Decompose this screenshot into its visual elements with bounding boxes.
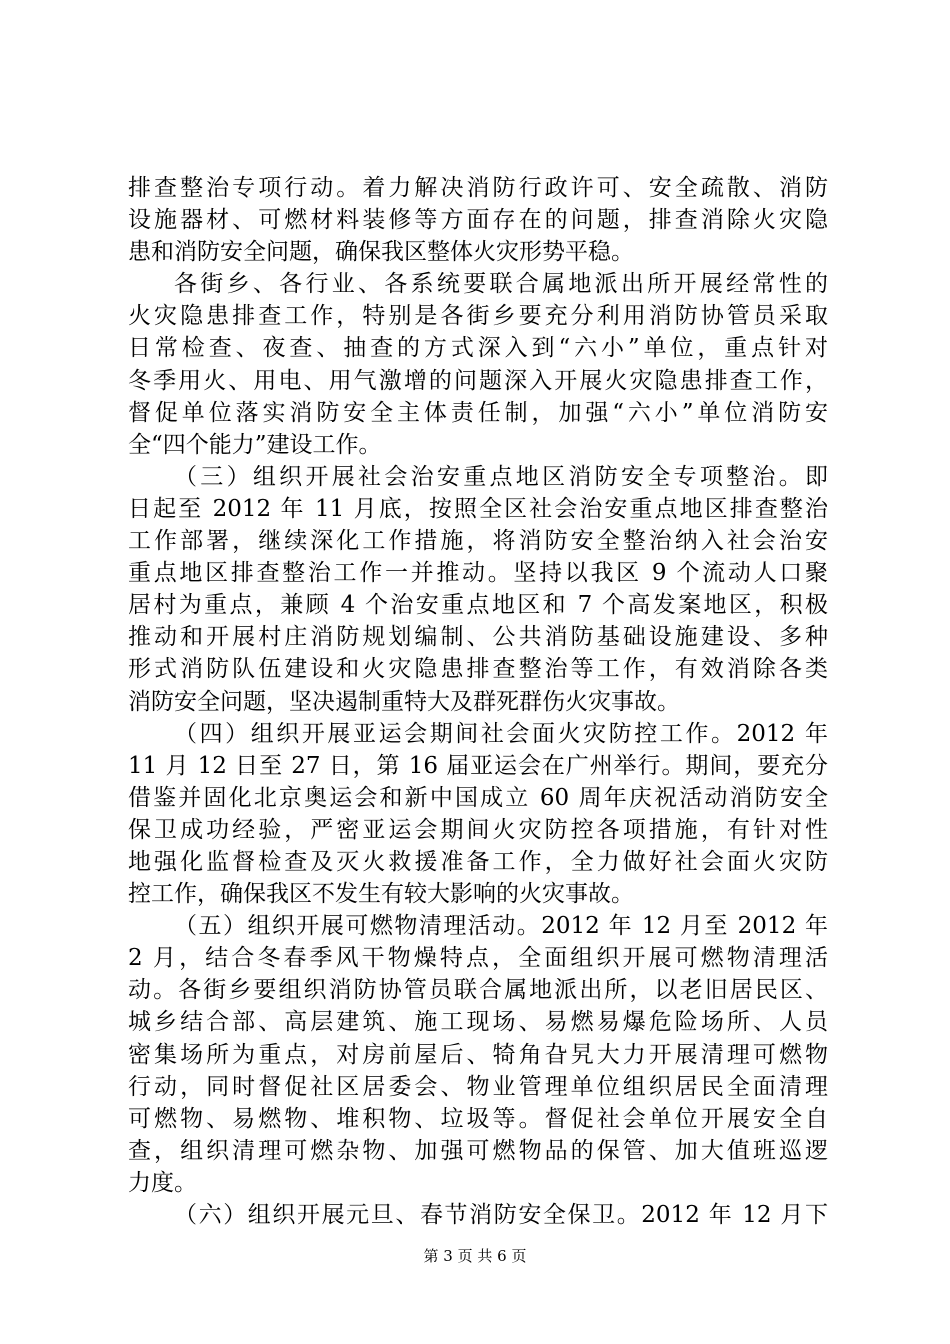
text-line: 居村为重点，兼顾 4 个治安重点地区和 7 个高发案地区，积极 xyxy=(128,592,828,619)
text-line: 日常检查、夜查、抽查的方式深入到“六小”单位，重点针对 xyxy=(128,335,828,362)
text-line: 全“四个能力”建设工作。 xyxy=(128,431,382,458)
text-line: 各街乡、各行业、各系统要联合属地派出所开展经常性的 xyxy=(174,271,828,298)
text-line: 设施器材、可燃材料装修等方面存在的问题，排查消除火灾隐 xyxy=(128,207,828,234)
text-line: 推动和开展村庄消防规划编制、公共消防基础设施建设、多种 xyxy=(128,624,828,651)
text-line: （四）组织开展亚运会期间社会面火灾防控工作。2012 年 xyxy=(174,720,828,747)
text-line: 城乡结合部、高层建筑、施工现场、易燃易爆危险场所、人员 xyxy=(128,1009,828,1036)
text-line: 动。各街乡要组织消防协管员联合属地派出所，以老旧居民区、 xyxy=(128,977,828,1004)
text-line: 借鉴并固化北京奥运会和新中国成立 60 周年庆祝活动消防安全 xyxy=(128,784,828,811)
text-line: （五）组织开展可燃物清理活动。2012 年 12 月至 2012 年 xyxy=(174,913,828,940)
text-line: 地强化监督检查及灭火救援准备工作，全力做好社会面火灾防 xyxy=(128,848,828,875)
text-line: 形式消防队伍建设和火灾隐患排查整治等工作，有效消除各类 xyxy=(128,656,828,683)
text-line: 控工作，确保我区不发生有较大影响的火灾事故。 xyxy=(128,881,634,908)
text-line: 冬季用火、用电、用气激增的问题深入开展火灾隐患排查工作， xyxy=(128,367,828,394)
text-line: 密集场所为重点，对房前屋后、犄角旮旯大力开展清理可燃物 xyxy=(128,1041,828,1068)
text-line: 保卫成功经验，严密亚运会期间火灾防控各项措施，有针对性 xyxy=(128,816,828,843)
page-footer: 第 3 页 共 6 页 xyxy=(423,1247,527,1265)
text-line: 11 月 12 日至 27 日，第 16 届亚运会在广州举行。期间，要充分 xyxy=(128,752,828,779)
text-line: （六）组织开展元旦、春节消防安全保卫。2012 年 12 月下 xyxy=(174,1202,828,1228)
text-line: 可燃物、易燃物、堆积物、垃圾等。督促社会单位开展安全自 xyxy=(128,1105,828,1132)
text-line: 火灾隐患排查工作，特别是各街乡要充分利用消防协管员采取 xyxy=(128,303,828,330)
text-line: 工作部署，继续深化工作措施，将消防安全整治纳入社会治安 xyxy=(128,528,828,555)
text-line: 消防安全问题，坚决遏制重特大及群死群伤火灾事故。 xyxy=(128,688,680,715)
text-line: 督促单位落实消防安全主体责任制，加强“六小”单位消防安 xyxy=(128,399,828,426)
text-line: 日起至 2012 年 11 月底，按照全区社会治安重点地区排查整治 xyxy=(128,495,828,522)
text-line: 患和消防安全问题，确保我区整体火灾形势平稳。 xyxy=(128,239,634,266)
text-line: 力度。 xyxy=(128,1169,197,1196)
document-body xyxy=(128,172,828,1231)
text-line: （三）组织开展社会治安重点地区消防安全专项整治。即 xyxy=(174,463,828,490)
text-line: 排查整治专项行动。着力解决消防行政许可、安全疏散、消防 xyxy=(128,175,828,201)
text-line: 重点地区排查整治工作一并推动。坚持以我区 9 个流动人口聚 xyxy=(128,560,828,587)
text-line: 查，组织清理可燃杂物、加强可燃物品的保管、加大值班巡逻 xyxy=(128,1137,828,1164)
text-line: 2 月，结合冬春季风干物燥特点，全面组织开展可燃物清理活 xyxy=(128,945,828,972)
text-line: 行动，同时督促社区居委会、物业管理单位组织居民全面清理 xyxy=(128,1073,828,1100)
